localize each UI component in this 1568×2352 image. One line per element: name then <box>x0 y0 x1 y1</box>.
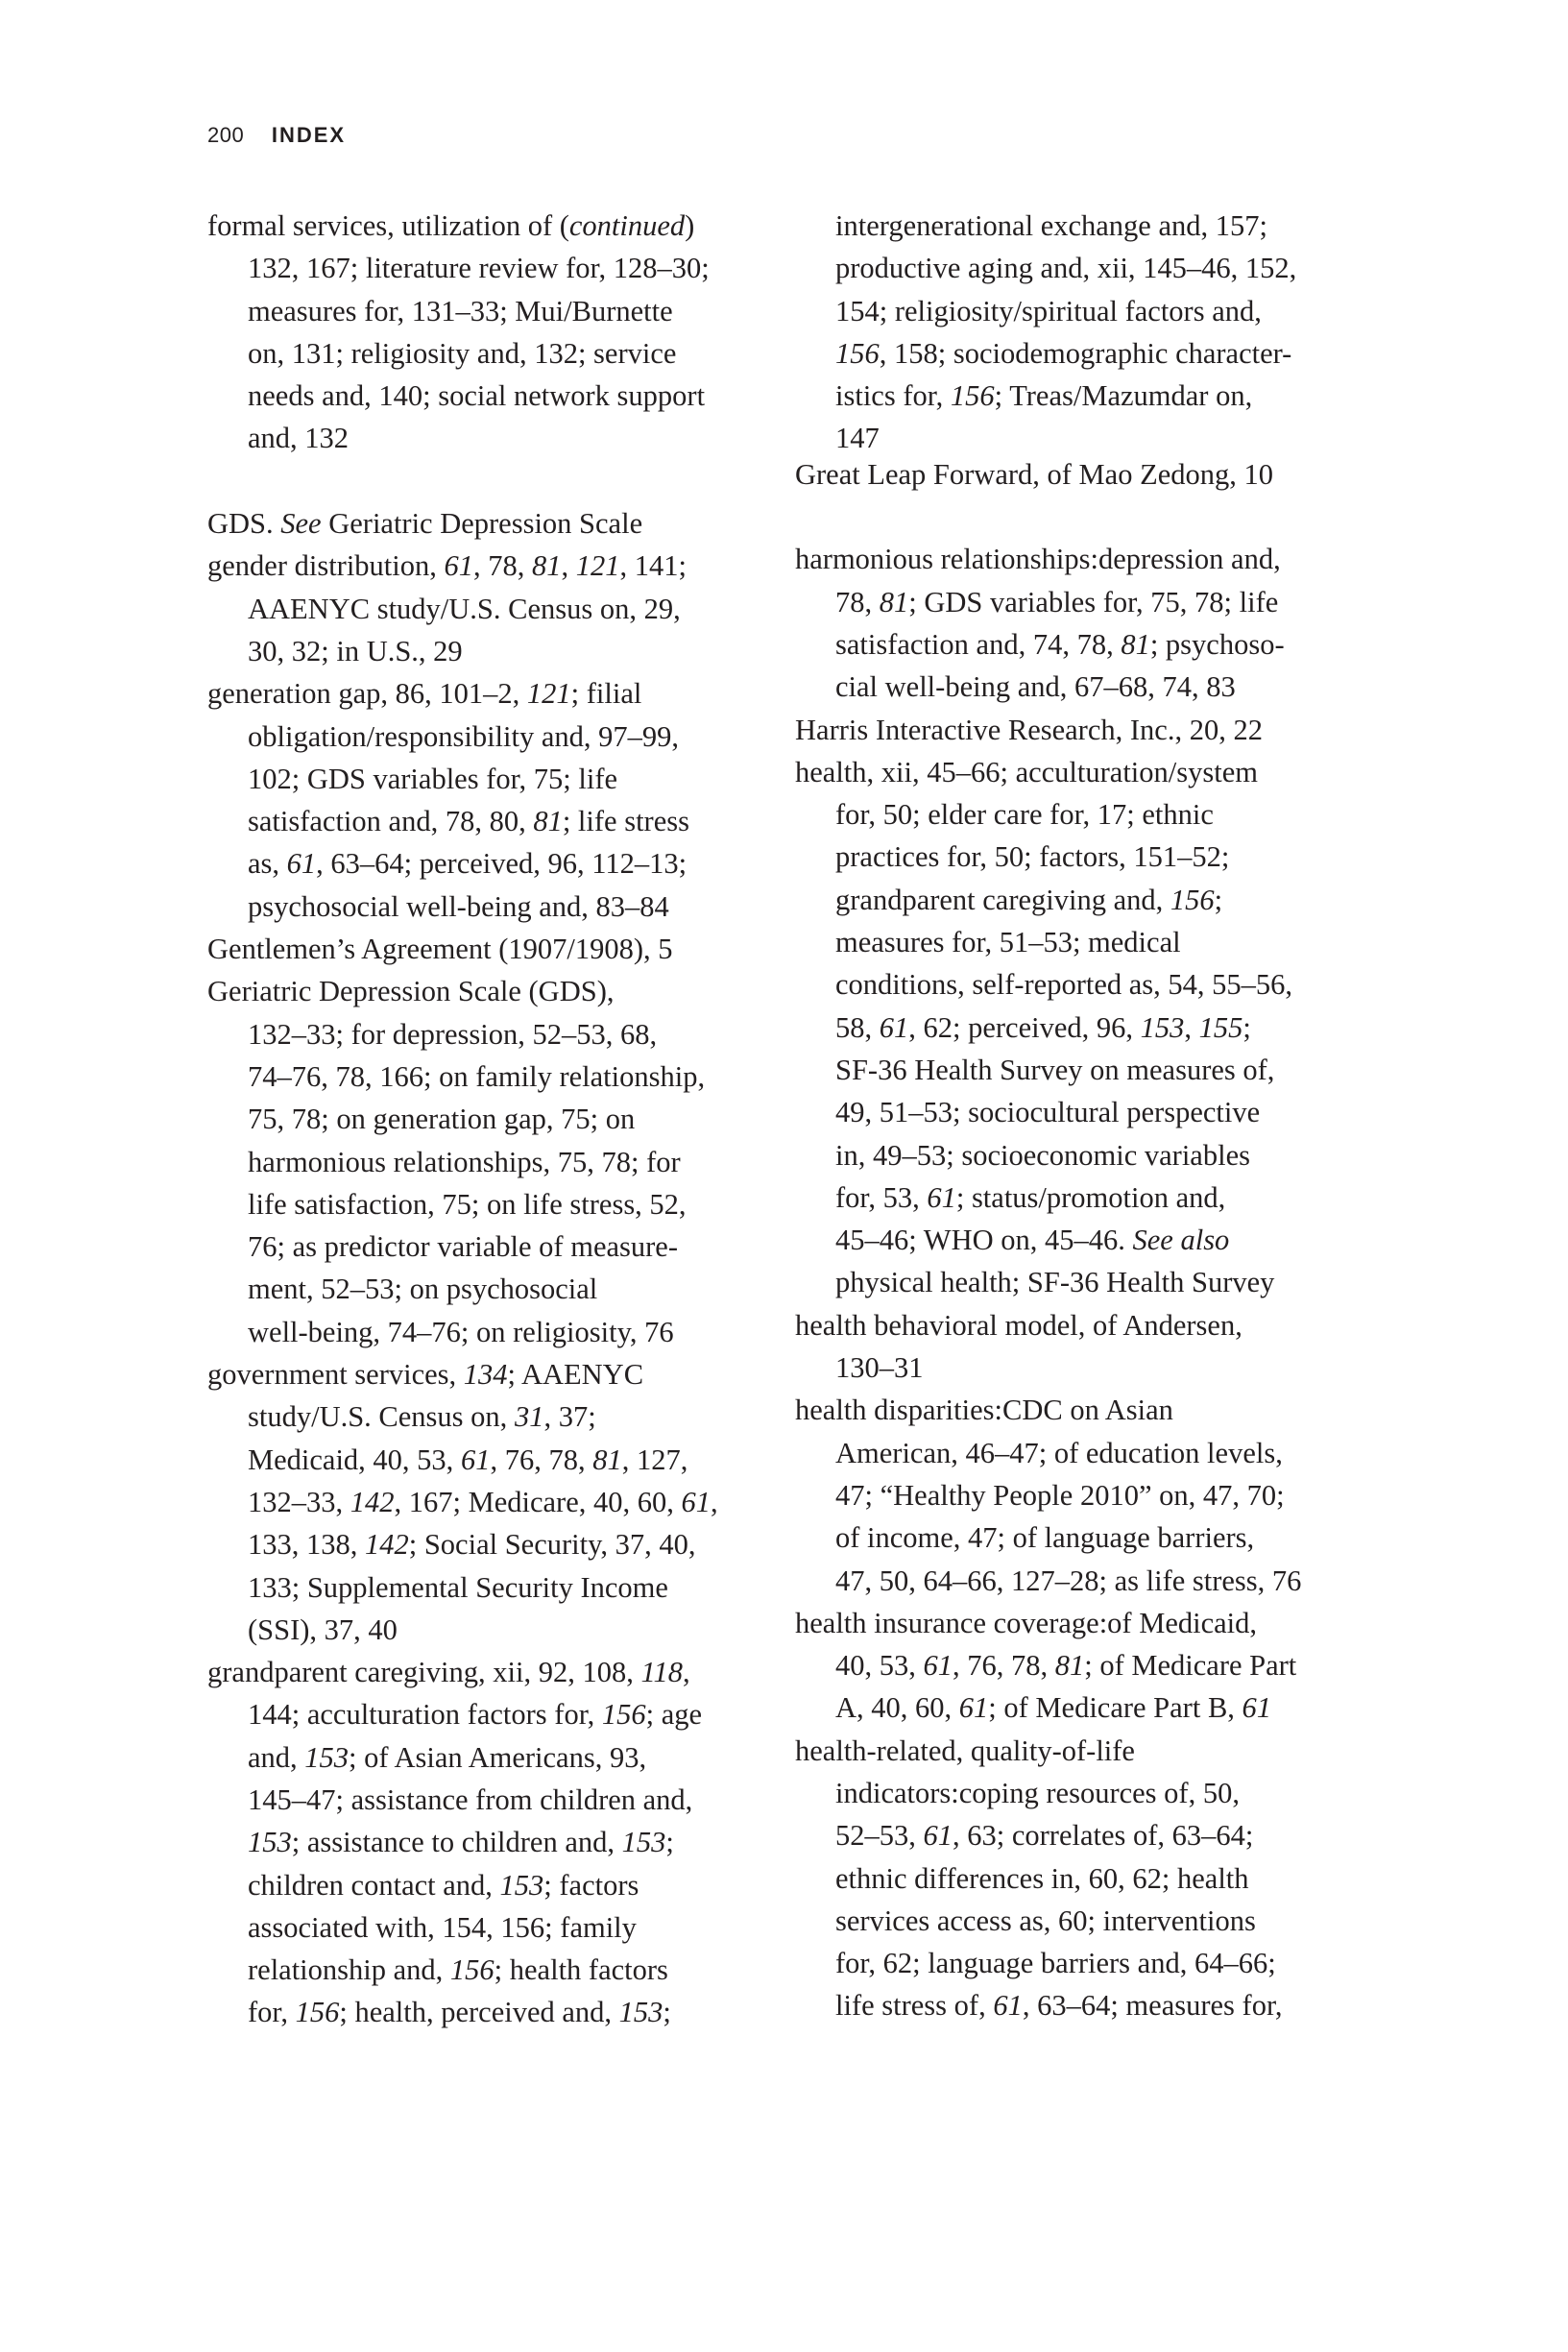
index-entry-line <box>795 1304 1352 1346</box>
index-subentry-line <box>795 1091 1352 1133</box>
index-text: ; <box>663 1996 671 2029</box>
index-subentry-line <box>795 836 1352 878</box>
index-text: life stress of, <box>835 1989 994 2023</box>
index-text: 145–47; assistance from children and, <box>248 1782 693 1816</box>
index-subentry-line <box>207 1566 764 1609</box>
index-text: intergenerational exchange and, 157; <box>835 209 1267 242</box>
italic-reference: 156 <box>835 336 880 370</box>
index-subentry-line <box>207 1098 764 1140</box>
index-text: in, 49–53; socioeconomic variables <box>835 1138 1250 1172</box>
italic-reference: 153 <box>499 1868 544 1902</box>
index-text: on, 131; religiosity and, 132; service <box>248 336 677 370</box>
index-column-left <box>207 205 764 2034</box>
index-text: 102; GDS variables for, 75; life <box>248 762 618 795</box>
index-subentry-line <box>207 1949 764 1991</box>
index-text: , <box>711 1485 718 1518</box>
index-subentry-line <box>795 1857 1352 1900</box>
index-text: satisfaction and, 74, 78, <box>835 627 1122 661</box>
section-title: INDEX <box>271 123 347 147</box>
index-subentry-line <box>795 290 1352 332</box>
italic-reference: 61 <box>460 1443 491 1476</box>
index-subentry-line <box>207 1523 764 1565</box>
italic-reference: 81 <box>532 549 562 583</box>
index-entry-line <box>795 751 1352 793</box>
index-text: 47, 50, 64–66, 127–28; as life stress, 76 <box>835 1564 1302 1597</box>
index-text: and, <box>248 1740 305 1774</box>
index-text: for, 50; elder care for, 17; ethnic <box>835 798 1214 832</box>
index-text: obligation/responsibility and, 97–99, <box>248 719 679 753</box>
italic-reference: 81 <box>1054 1649 1085 1683</box>
index-subentry-line <box>207 1693 764 1735</box>
index-text: , 76, 78, <box>953 1649 1055 1683</box>
index-text: 147 <box>835 422 880 455</box>
index-text: ; <box>1242 1010 1251 1044</box>
italic-reference: 142 <box>365 1528 409 1562</box>
index-subentry-line <box>207 630 764 672</box>
italic-reference: 153 <box>248 1826 292 1859</box>
index-subentry-line <box>795 1516 1352 1559</box>
index-subentry-line <box>207 1055 764 1098</box>
index-subentry-line <box>207 1013 764 1055</box>
index-text: Harris Interactive Research, Inc., 20, 22 <box>795 713 1263 746</box>
italic-reference: 81 <box>1121 627 1150 661</box>
italic-reference: 81 <box>533 805 563 838</box>
index-text: A, 40, 60, <box>835 1691 959 1725</box>
index-text: conditions, self-reported as, 54, 55–56, <box>835 968 1293 1002</box>
index-text: ; AAENYC <box>507 1358 644 1392</box>
italic-reference: See also <box>1132 1224 1230 1257</box>
italic-reference: 156 <box>601 1698 646 1732</box>
index-text: ; <box>665 1826 674 1859</box>
index-column-right <box>795 205 1352 2027</box>
index-text: 74–76, 78, 166; on family relationship, <box>248 1059 706 1093</box>
index-text: ment, 52–53; on psychosocial <box>248 1273 598 1306</box>
index-text: , 78, <box>473 549 533 583</box>
index-text: , 76, 78, <box>490 1443 593 1476</box>
index-text: ; assistance to children and, <box>291 1826 622 1859</box>
index-text: 47; “Healthy People 2010” on, 47, 70; <box>835 1478 1285 1512</box>
index-text: 52–53, <box>835 1819 924 1853</box>
index-subentry-line <box>795 1346 1352 1389</box>
index-subentry-line <box>795 963 1352 1006</box>
index-subentry-line <box>795 1134 1352 1176</box>
index-entry-line <box>207 502 764 545</box>
index-text: for, 62; language barriers and, 64–66; <box>835 1947 1276 1980</box>
index-text: health disparities:CDC on Asian <box>795 1394 1173 1427</box>
index-entry-line <box>207 970 764 1012</box>
index-text: children contact and, <box>248 1868 500 1902</box>
index-text: government services, <box>207 1358 464 1392</box>
index-subentry-line <box>795 1900 1352 1942</box>
italic-reference: 121 <box>575 549 620 583</box>
index-subentry-line <box>207 1481 764 1523</box>
index-text: ; of Medicare Part <box>1084 1649 1297 1683</box>
index-text: 132, 167; literature review for, 128–30; <box>248 252 710 285</box>
index-subentry-line <box>207 1991 764 2033</box>
italic-reference: 153 <box>1140 1010 1185 1044</box>
index-entry-line <box>795 453 1352 496</box>
index-text: associated with, 154, 156; family <box>248 1910 637 1944</box>
index-subentry-line <box>207 375 764 417</box>
index-text: formal services, utilization of ( <box>207 209 569 242</box>
index-text: , 127, <box>621 1443 688 1476</box>
italic-reference: 81 <box>592 1443 622 1476</box>
index-subentry-line <box>795 793 1352 836</box>
index-text: , 63–64; measures for, <box>1022 1989 1283 2023</box>
blank-line <box>207 460 764 502</box>
italic-reference: 156 <box>1170 883 1215 916</box>
index-subentry-line <box>207 1906 764 1949</box>
index-text: indicators:coping resources of, 50, <box>835 1776 1240 1809</box>
index-subentry-line <box>795 1049 1352 1091</box>
index-entry-line <box>795 1730 1352 1772</box>
index-subentry-line <box>207 758 764 800</box>
index-subentry-line <box>207 1395 764 1438</box>
index-text: measures for, 51–53; medical <box>835 926 1181 959</box>
index-text: harmonious relationships, 75, 78; for <box>248 1145 681 1178</box>
italic-reference: 142 <box>350 1485 395 1518</box>
index-subentry-line <box>207 1183 764 1225</box>
index-text: needs and, 140; social network support <box>248 379 706 413</box>
italic-reference: 61 <box>927 1180 956 1214</box>
index-subentry-line <box>207 332 764 375</box>
index-text: ; Social Security, 37, 40, <box>408 1528 696 1562</box>
index-subentry-line <box>795 666 1352 708</box>
index-text: of income, 47; of language barriers, <box>835 1521 1255 1555</box>
index-text: AAENYC study/U.S. Census on, 29, <box>248 592 681 625</box>
index-text: for, 53, <box>835 1180 928 1214</box>
running-head <box>207 123 346 148</box>
italic-reference: 134 <box>463 1358 508 1392</box>
index-text: 154; religiosity/spiritual factors and, <box>835 294 1262 327</box>
index-text: American, 46–47; of education levels, <box>835 1436 1283 1469</box>
index-text: as, <box>248 847 287 881</box>
italic-reference: 61 <box>1242 1691 1272 1725</box>
index-subentry-line <box>795 1006 1352 1049</box>
index-subentry-line <box>207 1609 764 1651</box>
index-text: 132–33; for depression, 52–53, 68, <box>248 1017 658 1051</box>
index-text: ) <box>685 209 695 242</box>
italic-reference: 121 <box>526 677 571 711</box>
index-text: physical health; SF-36 Health Survey <box>835 1266 1275 1299</box>
index-text: well-being, 74–76; on religiosity, 76 <box>248 1315 674 1348</box>
index-text: productive aging and, xii, 145–46, 152, <box>835 252 1297 285</box>
index-subentry-line <box>207 1225 764 1268</box>
index-text: ; status/promotion and, <box>955 1180 1226 1214</box>
index-text: psychosocial well-being and, 83–84 <box>248 889 669 923</box>
index-text: harmonious relationships:depression and, <box>795 543 1281 576</box>
index-subentry-line <box>207 1311 764 1353</box>
index-text: satisfaction and, 78, 80, <box>248 805 534 838</box>
index-text: health behavioral model, of Andersen, <box>795 1308 1242 1342</box>
index-entry-line <box>207 928 764 970</box>
italic-reference: 61 <box>958 1691 989 1725</box>
index-subentry-line <box>207 1141 764 1183</box>
index-text: practices for, 50; factors, 151–52; <box>835 840 1230 874</box>
index-text: 144; acculturation factors for, <box>248 1698 602 1732</box>
index-entry-line <box>207 672 764 715</box>
italic-reference: 81 <box>879 585 909 618</box>
index-text: 133; Supplemental Security Income <box>248 1570 668 1604</box>
index-entry-line <box>207 1353 764 1395</box>
index-text: , 62; perceived, 96, <box>908 1010 1141 1044</box>
index-subentry-line <box>207 1439 764 1481</box>
index-text: ; psychoso- <box>1149 627 1285 661</box>
index-text: study/U.S. Census on, <box>248 1400 515 1434</box>
index-text: 40, 53, <box>835 1649 924 1683</box>
index-text: services access as, 60; interventions <box>835 1903 1256 1937</box>
index-text: for, <box>248 1996 296 2029</box>
index-entry-line <box>795 1389 1352 1431</box>
index-text: , 63–64; perceived, 96, 112–13; <box>316 847 688 881</box>
index-text: health, xii, 45–66; acculturation/system <box>795 755 1258 788</box>
index-text: grandparent caregiving and, <box>835 883 1170 916</box>
index-text: 76; as predictor variable of measure- <box>248 1230 678 1264</box>
index-entry-line <box>207 205 764 247</box>
italic-reference: See <box>280 507 322 541</box>
index-text: 133, 138, <box>248 1528 365 1562</box>
italic-reference: 153 <box>621 1826 666 1859</box>
index-subentry-line <box>795 1686 1352 1729</box>
index-subentry-line <box>207 842 764 885</box>
italic-reference: 156 <box>950 379 995 413</box>
italic-reference: 61 <box>286 847 317 881</box>
index-subentry-line <box>795 581 1352 623</box>
index-subentry-line <box>795 375 1352 417</box>
index-subentry-line <box>207 715 764 758</box>
index-text: 49, 51–53; sociocultural perspective <box>835 1096 1261 1129</box>
italic-reference: 153 <box>304 1740 350 1774</box>
index-text: istics for, <box>835 379 951 413</box>
index-subentry-line <box>207 800 764 842</box>
index-subentry-line <box>795 332 1352 375</box>
index-subentry-line <box>795 247 1352 289</box>
index-subentry-line <box>207 417 764 459</box>
index-subentry-line <box>795 1772 1352 1814</box>
index-text: , <box>561 549 576 583</box>
italic-reference: 156 <box>449 1953 495 1987</box>
index-text: ; Treas/Mazumdar on, <box>994 379 1253 413</box>
index-subentry-line <box>207 247 764 289</box>
index-subentry-line <box>795 879 1352 921</box>
italic-reference: 61 <box>879 1010 909 1044</box>
index-subentry-line <box>795 1814 1352 1856</box>
index-text: (SSI), 37, 40 <box>248 1612 398 1646</box>
italic-reference: continued <box>568 209 686 242</box>
index-subentry-line <box>207 588 764 630</box>
index-subentry-line <box>207 885 764 928</box>
index-text: , 63; correlates of, 63–64; <box>953 1819 1254 1853</box>
italic-reference: 155 <box>1198 1010 1243 1044</box>
index-text: , 141; <box>619 549 687 583</box>
index-subentry-line <box>795 1261 1352 1303</box>
index-subentry-line <box>795 1474 1352 1516</box>
index-text: 45–46; WHO on, 45–46. <box>835 1224 1133 1257</box>
index-text: 78, <box>835 585 880 618</box>
index-text: 130–31 <box>835 1351 924 1385</box>
index-subentry-line <box>207 1268 764 1310</box>
italic-reference: 61 <box>993 1989 1023 2023</box>
index-text: grandparent caregiving, xii, 92, 108, <box>207 1656 641 1689</box>
page-number: 200 <box>207 123 245 147</box>
index-text: ; life stress <box>562 805 689 838</box>
italic-reference: 156 <box>295 1996 340 2029</box>
index-text: 30, 32; in U.S., 29 <box>248 634 463 667</box>
index-text: measures for, 131–33; Mui/Burnette <box>248 294 673 327</box>
index-text: life satisfaction, 75; on life stress, 52, <box>248 1187 687 1221</box>
index-subentry-line <box>207 1864 764 1906</box>
index-text: ; of Medicare Part B, <box>988 1691 1242 1725</box>
index-subentry-line <box>207 1821 764 1863</box>
index-text: Gentlemen’s Agreement (1907/1908), 5 <box>207 933 673 966</box>
index-text: ethnic differences in, 60, 62; health <box>835 1861 1249 1895</box>
index-text: SF-36 Health Survey on measures of, <box>835 1053 1275 1086</box>
index-entry-line <box>795 709 1352 751</box>
index-text: relationship and, <box>248 1953 450 1987</box>
italic-reference: 153 <box>618 1996 663 2029</box>
index-text: , <box>682 1656 690 1689</box>
index-subentry-line <box>207 290 764 332</box>
index-subentry-line <box>207 1736 764 1779</box>
index-text: ; factors <box>543 1868 639 1902</box>
index-text: ; age <box>645 1698 703 1732</box>
index-text: Medicaid, 40, 53, <box>248 1443 461 1476</box>
index-text: ; GDS variables for, 75, 78; life <box>908 585 1279 618</box>
index-text: , 158; sociodemographic character- <box>879 336 1292 370</box>
index-text: , 37; <box>543 1400 596 1434</box>
index-text: GDS. <box>207 507 281 541</box>
index-text: and, 132 <box>248 422 350 455</box>
index-entry-line <box>207 1651 764 1693</box>
index-subentry-line <box>795 1432 1352 1474</box>
index-text: 58, <box>835 1010 880 1044</box>
index-entry-line <box>795 1602 1352 1644</box>
index-subentry-line <box>795 1984 1352 2026</box>
italic-reference: 118 <box>640 1656 683 1689</box>
italic-reference: 61 <box>923 1649 953 1683</box>
index-text: ; health factors <box>494 1953 668 1987</box>
index-subentry-line <box>795 1560 1352 1602</box>
index-text: Great Leap Forward, of Mao Zedong, 10 <box>795 457 1274 491</box>
index-subentry-line <box>795 205 1352 247</box>
italic-reference: 61 <box>681 1485 711 1518</box>
index-text: ; filial <box>570 677 642 711</box>
index-subentry-line <box>795 623 1352 666</box>
italic-reference: 31 <box>514 1400 544 1434</box>
index-subentry-line <box>207 1779 764 1821</box>
index-text: , 167; Medicare, 40, 60, <box>394 1485 682 1518</box>
index-subentry-line <box>795 1644 1352 1686</box>
index-text: 75, 78; on generation gap, 75; on <box>248 1103 636 1136</box>
index-subentry-line <box>795 921 1352 963</box>
index-text: ; <box>1214 883 1223 916</box>
index-text: health-related, quality-of-life <box>795 1734 1135 1767</box>
index-text: Geriatric Depression Scale <box>321 507 643 541</box>
index-text: cial well-being and, 67–68, 74, 83 <box>835 670 1236 704</box>
index-text: health insurance coverage:of Medicaid, <box>795 1606 1258 1639</box>
index-entry-line <box>795 538 1352 580</box>
index-text: 132–33, <box>248 1485 350 1518</box>
index-text: ; health, perceived and, <box>339 1996 619 2029</box>
blank-line <box>795 496 1352 538</box>
italic-reference: 61 <box>923 1819 953 1853</box>
index-text: , <box>1184 1010 1199 1044</box>
index-text: generation gap, 86, 101–2, <box>207 677 527 711</box>
index-text: gender distribution, <box>207 549 445 583</box>
index-text: Geriatric Depression Scale (GDS), <box>207 975 615 1008</box>
index-subentry-line <box>795 1219 1352 1261</box>
index-entry-line <box>207 545 764 587</box>
italic-reference: 61 <box>444 549 474 583</box>
index-subentry-line <box>795 1942 1352 1984</box>
index-text: ; of Asian Americans, 93, <box>349 1740 647 1774</box>
index-subentry-line <box>795 1176 1352 1219</box>
